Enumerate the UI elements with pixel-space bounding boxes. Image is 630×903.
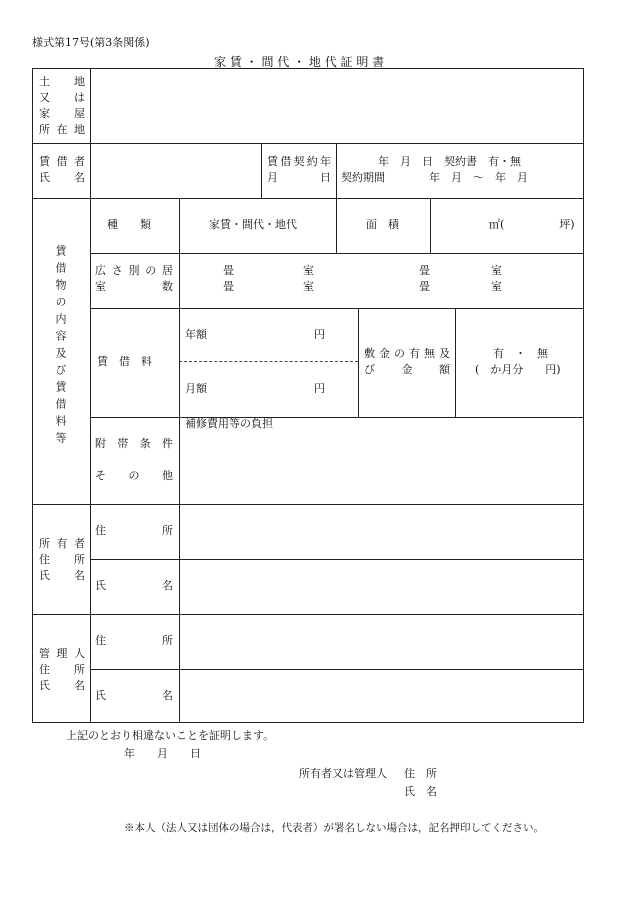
owner-address-label: 住 所 xyxy=(95,524,173,537)
signer-role: 所有者又は管理人 xyxy=(299,767,387,780)
signer-name-label: 氏 名 xyxy=(404,785,437,798)
manager-address-field[interactable] xyxy=(180,615,583,669)
owner-address-field[interactable] xyxy=(180,505,583,559)
area-label: 面 積 xyxy=(366,218,399,231)
property-section-label: 賃借物の内容及び賃借料等 xyxy=(54,245,67,449)
manager-name-label: 氏 名 xyxy=(95,689,173,702)
owner-name-label: 氏 名 xyxy=(95,579,173,592)
signer-address-label: 住 所 xyxy=(404,767,437,780)
manager-address-label: 住 所 xyxy=(95,634,173,647)
footer-note: ※本人（法人又は団体の場合は，代表者）が署名しない場合は，記名押印してください。 xyxy=(124,822,544,834)
location-field[interactable] xyxy=(91,69,583,143)
deposit-value-1: 有 ・ 無 xyxy=(493,347,548,360)
rent-annual-yen: 円 xyxy=(314,328,325,341)
page-title: 家 賃 ・ 間 代 ・ 地 代 証 明 書 xyxy=(214,55,385,69)
rent-annual-label: 年額 xyxy=(185,328,207,341)
certify-text: 上記のとおり相違ないことを証明します。 xyxy=(66,729,275,742)
contract-period-text: 契約期間 年 月 〜 年 月 xyxy=(341,171,528,184)
type-value: 家賃・間代・地代 xyxy=(209,218,297,231)
rent-monthly-label: 月額 xyxy=(185,382,207,395)
rent-monthly-yen: 円 xyxy=(314,382,325,395)
area-unit: ㎡( 坪) xyxy=(489,218,575,231)
certificate-form: 土 地 又 は 家 屋 所 在 地 賃 借 者 氏 名 賃 借 契 約 年 月 日 年 月 日 契約書 有・無 契約期間 年 月 〜 年 月 賃借物の内容及び賃借料等 種 類 家賃・間代・地代 面 積 ㎡( 坪) 広 さ 別 の 居 室 数 畳 室 畳 室 畳 室 畳 室 賃 借 料 年額 円 月額 円 敷 金 の 有 無 及 び 金 額 有 ・ 無 ( か月分 円) 附 帯 条 件 そ の 他 補修費用等の負担 所 有 者 住 所 氏 名 住 所 氏 名 管 理 人 住 所 氏 名 住 所 氏 名 xyxy=(32,68,584,723)
tenant-name-field[interactable] xyxy=(91,144,261,198)
type-label: 種 類 xyxy=(107,218,151,231)
manager-name-field[interactable] xyxy=(180,670,583,722)
contract-date-text: 年 月 日 契約書 有・無 xyxy=(378,155,521,168)
deposit-value-2: ( か月分 円) xyxy=(475,363,561,376)
owner-name-field[interactable] xyxy=(180,560,583,614)
conditions-note: 補修費用等の負担 xyxy=(185,417,273,430)
form-number: 様式第17号(第3条関係) xyxy=(32,36,150,49)
rent-label: 賃 借 料 xyxy=(97,355,152,368)
certify-date: 年 月 日 xyxy=(124,747,201,760)
